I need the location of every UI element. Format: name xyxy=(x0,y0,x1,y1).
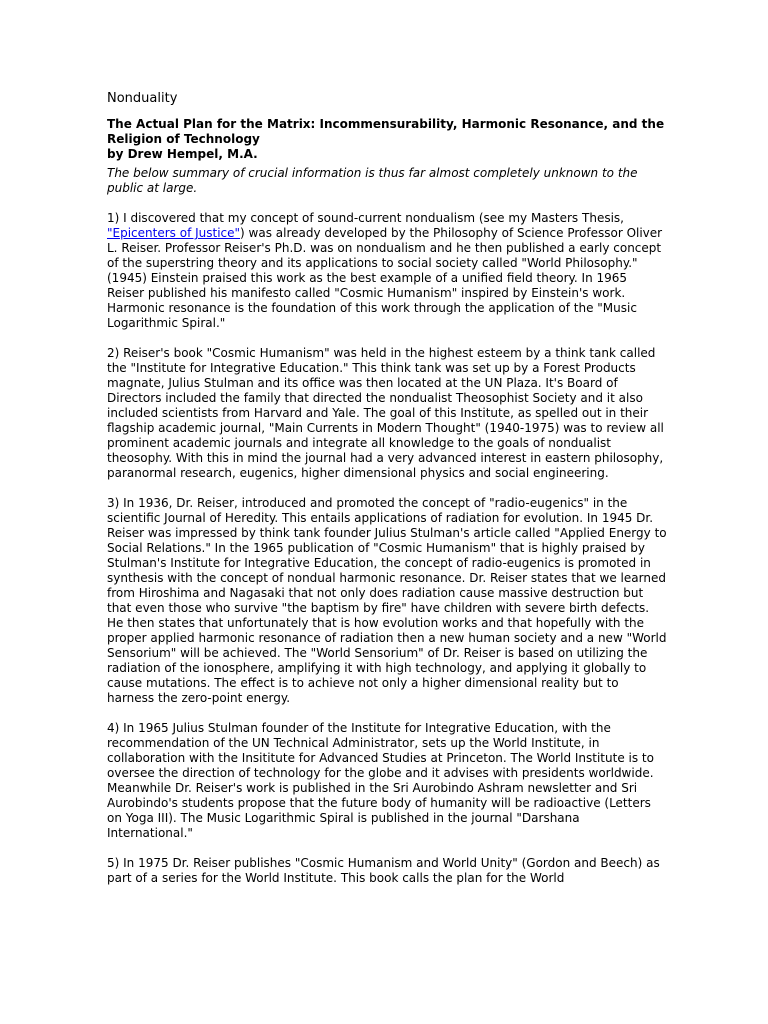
site-title: Nonduality xyxy=(107,91,178,106)
article-title: The Actual Plan for the Matrix: Incommensurability, Harmonic Resonance, and the Religion of Technology xyxy=(107,117,665,146)
paragraph-5: 5) In 1975 Dr. Reiser publishes "Cosmic Humanism and World Unity" (Gordon and Beech) as part of a series for the World Institute. This book calls the plan for the World xyxy=(107,856,660,885)
paragraph-2: 2) Reiser's book "Cosmic Humanism" was held in the highest esteem by a think tank called the "Institute for Integrative Education." This think tank was set up by a Forest Products magnate, Julius Stulman and its office was then located at the UN Plaza. It's Board of Directors included the family that directed the nondualist Theosophist Society and it also included scientists from Harvard and Yale. The goal of this Institute, as spelled out in their flagship academic journal, "Main Currents in Modern Thought" (1940-1975) was to review all prominent academic journals and integrate all knowledge to the goals of nondualist theosophy. With this in mind the journal had a very advanced interest in eastern philosophy, paranormal research, eugenics, higher dimensional physics and social engineering. xyxy=(107,346,664,480)
epicenters-of-justice-link[interactable]: "Epicenters of Justice" xyxy=(107,226,241,240)
article-intro: The below summary of crucial information is thus far almost completely unknown to the public at large. xyxy=(107,166,638,195)
paragraph-1-text-end: ) was already developed by the Philosophy of Science Professor Oliver L. Reiser. Professor Reiser's Ph.D. was on nondualism and he then published a early concept of the superstring theory and its applications to social society called "World Philosophy." (1945) Einstein praised this work as the best example of a unified field theory. In 1965 Reiser published his manifesto called "Cosmic Humanism" inspired by Einstein's work. Harmonic resonance is the foundation of this work through the application of the "Music Logarithmic Spiral." xyxy=(107,226,663,330)
paragraph-3: 3) In 1936, Dr. Reiser, introduced and promoted the concept of "radio-eugenics" in the scientific Journal of Heredity. This entails applications of radiation for evolution. In 1945 Dr. Reiser was impressed by think tank founder Julius Stulman's article called "Applied Energy to Social Relations." In the 1965 publication of "Cosmic Humanism" that is highly praised by Stulman's Institute for Integrative Education, the concept of radio-eugenics is promoted in synthesis with the concept of nondual harmonic resonance. Dr. Reiser states that we learned from Hiroshima and Nagasaki that not only does radiation cause massive destruction but that even those who survive "the baptism by fire" have children with severe birth defects. He then states that unfortunately that is how evolution works and that hopefully with the proper applied harmonic resonance of radiation then a new human society and a new "World Sensorium" will be achieved. The "World Sensorium" of Dr. Reiser is based on utilizing the radiation of the ionosphere, amplifying it with high technology, and applying it globally to cause mutations. The effect is to achieve not only a higher dimensional reality but to harness the zero-point energy. xyxy=(107,496,667,705)
paragraph-4: 4) In 1965 Julius Stulman founder of the Institute for Integrative Education, with the recommendation of the UN Technical Administrator, sets up the World Institute, in collaboration with the Insititute for Advanced Studies at Princeton. The World Institute is to oversee the direction of technology for the globe and it advises with presidents worldwide. Meanwhile Dr. Reiser's work is published in the Sri Aurobindo Ashram newsletter and Sri Aurobindo's students propose that the future body of humanity will be radioactive (Letters on Yoga III). The Music Logarithmic Spiral is published in the journal "Darshana International." xyxy=(107,721,654,840)
article-byline: by Drew Hempel, M.A. xyxy=(107,147,258,161)
paragraph-1-text-start: 1) I discovered that my concept of sound-current nondualism (see my Masters Thesis, xyxy=(107,211,624,225)
document-page xyxy=(107,90,667,901)
paragraph-1 xyxy=(107,211,667,331)
